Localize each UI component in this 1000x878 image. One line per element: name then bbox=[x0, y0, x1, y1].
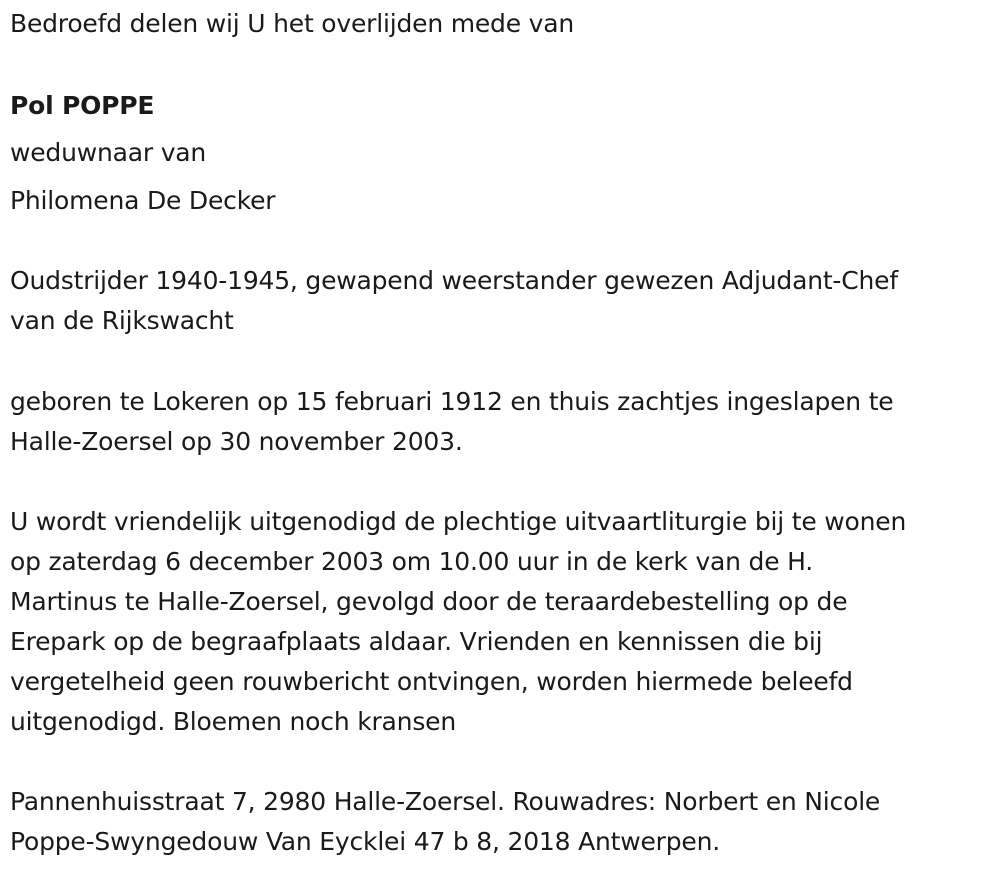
invitation-line-1: U wordt vriendelijk uitgenodigd de plechtige uitvaartliturgie bij te wonen bbox=[10, 507, 907, 536]
spouse-name: Philomena De Decker bbox=[10, 186, 276, 215]
intro-text: Bedroefd delen wij U het overlijden mede van bbox=[10, 9, 575, 38]
invitation-line-5: vergetelheid geen rouwbericht ontvingen, worden hiermede beleefd bbox=[10, 667, 853, 696]
birth-death-line-1: geboren te Lokeren op 15 februari 1912 en thuis zachtjes ingeslapen te bbox=[10, 387, 894, 416]
relation-text: weduwnaar van bbox=[10, 138, 207, 167]
invitation-line-4: Erepark op de begraafplaats aldaar. Vrienden en kennissen die bij bbox=[10, 627, 823, 656]
title-line-2: van de Rijkswacht bbox=[10, 306, 234, 335]
address-line-1: Pannenhuisstraat 7, 2980 Halle-Zoersel. Rouwadres: Norbert en Nicole bbox=[10, 787, 881, 816]
invitation-line-2: op zaterdag 6 december 2003 om 10.00 uur in de kerk van de H. bbox=[10, 547, 814, 576]
deceased-name: Pol POPPE bbox=[10, 91, 155, 120]
invitation-line-3: Martinus te Halle-Zoersel, gevolgd door de teraardebestelling op de bbox=[10, 587, 848, 616]
title-line-1: Oudstrijder 1940-1945, gewapend weerstander gewezen Adjudant-Chef bbox=[10, 266, 898, 295]
birth-death-line-2: Halle-Zoersel op 30 november 2003. bbox=[10, 427, 463, 456]
address-line-2: Poppe-Swyngedouw Van Eycklei 47 b 8, 2018 Antwerpen. bbox=[10, 827, 720, 856]
invitation-line-6: uitgenodigd. Bloemen noch kransen bbox=[10, 707, 456, 736]
